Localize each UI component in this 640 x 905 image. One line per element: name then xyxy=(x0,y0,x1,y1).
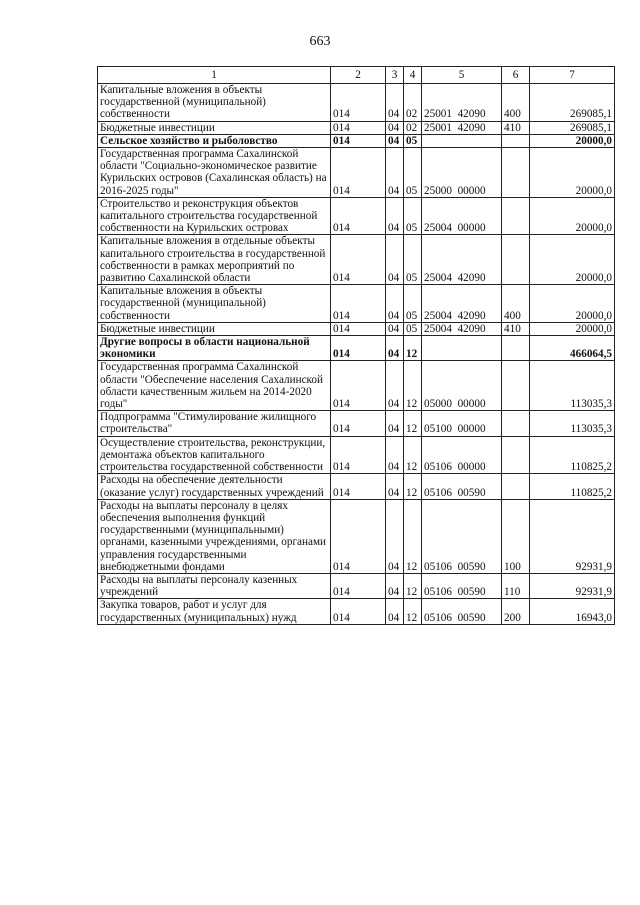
row-subsection: 12 xyxy=(404,599,422,624)
row-expense-type xyxy=(502,197,530,235)
row-subsection: 05 xyxy=(404,285,422,323)
row-name: Расходы на выплаты персоналу казенных учреждений xyxy=(98,573,331,598)
row-amount: 113035,3 xyxy=(530,411,615,436)
row-amount: 466064,5 xyxy=(530,336,615,361)
row-section: 04 xyxy=(386,573,404,598)
row-expense-type xyxy=(502,436,530,474)
table-row xyxy=(98,499,615,573)
row-target-code: 05100 00000 xyxy=(422,411,502,436)
row-amount: 269085,1 xyxy=(530,84,615,122)
row-name: Строительство и реконструкция объектов капитального строительства государственной собственности на Курильских островах xyxy=(98,197,331,235)
table-row xyxy=(98,197,615,235)
row-target-code xyxy=(422,336,502,361)
row-chapter: 014 xyxy=(331,121,386,134)
table-row xyxy=(98,599,615,624)
row-expense-type xyxy=(502,361,530,411)
row-target-code: 05106 00000 xyxy=(422,436,502,474)
row-expense-type: 100 xyxy=(502,499,530,573)
row-section: 04 xyxy=(386,285,404,323)
row-chapter: 014 xyxy=(331,84,386,122)
row-chapter: 014 xyxy=(331,573,386,598)
row-name: Осуществление строительства, реконструкции, демонтажа объектов капитального строительства государственной собственности xyxy=(98,436,331,474)
column-header-7: 7 xyxy=(530,67,615,84)
row-target-code: 25004 42090 xyxy=(422,322,502,335)
row-name: Капитальные вложения в объекты государственной (муниципальной) собственности xyxy=(98,285,331,323)
row-section: 04 xyxy=(386,322,404,335)
row-name: Закупка товаров, работ и услуг для государственных (муниципальных) нужд xyxy=(98,599,331,624)
row-subsection: 05 xyxy=(404,197,422,235)
row-section: 04 xyxy=(386,436,404,474)
row-expense-type: 410 xyxy=(502,121,530,134)
row-amount: 20000,0 xyxy=(530,197,615,235)
row-amount: 20000,0 xyxy=(530,235,615,285)
table-row xyxy=(98,134,615,147)
row-name: Другие вопросы в области национальной экономики xyxy=(98,336,331,361)
row-target-code: 05106 00590 xyxy=(422,474,502,499)
row-expense-type: 400 xyxy=(502,285,530,323)
row-section: 04 xyxy=(386,148,404,198)
row-subsection: 12 xyxy=(404,361,422,411)
row-chapter: 014 xyxy=(331,411,386,436)
row-amount: 16943,0 xyxy=(530,599,615,624)
row-amount: 20000,0 xyxy=(530,285,615,323)
row-expense-type xyxy=(502,411,530,436)
row-chapter: 014 xyxy=(331,322,386,335)
table-body xyxy=(98,84,615,625)
table-row xyxy=(98,436,615,474)
row-target-code: 25004 42090 xyxy=(422,285,502,323)
row-amount: 92931,9 xyxy=(530,499,615,573)
row-subsection: 12 xyxy=(404,499,422,573)
row-expense-type: 110 xyxy=(502,573,530,598)
row-section: 04 xyxy=(386,411,404,436)
row-expense-type: 200 xyxy=(502,599,530,624)
row-subsection: 12 xyxy=(404,336,422,361)
table-row xyxy=(98,148,615,198)
row-target-code: 25000 00000 xyxy=(422,148,502,198)
row-target-code: 25001 42090 xyxy=(422,84,502,122)
row-amount: 110825,2 xyxy=(530,474,615,499)
table-row xyxy=(98,411,615,436)
row-subsection: 05 xyxy=(404,134,422,147)
row-expense-type: 410 xyxy=(502,322,530,335)
row-target-code xyxy=(422,134,502,147)
row-subsection: 05 xyxy=(404,235,422,285)
row-section: 04 xyxy=(386,197,404,235)
table-row xyxy=(98,474,615,499)
row-subsection: 05 xyxy=(404,148,422,198)
column-header-1: 1 xyxy=(98,67,331,84)
page-number: 663 xyxy=(309,34,331,49)
row-target-code: 05000 00000 xyxy=(422,361,502,411)
row-name: Расходы на обеспечение деятельности (оказание услуг) государственных учреждений xyxy=(98,474,331,499)
row-chapter: 014 xyxy=(331,235,386,285)
row-target-code: 25001 42090 xyxy=(422,121,502,134)
row-section: 04 xyxy=(386,121,404,134)
row-name: Сельское хозяйство и рыболовство xyxy=(98,134,331,147)
row-expense-type xyxy=(502,148,530,198)
row-section: 04 xyxy=(386,361,404,411)
row-chapter: 014 xyxy=(331,499,386,573)
row-name: Государственная программа Сахалинской области "Обеспечение населения Сахалинской области качественным жильем на 2014-2020 годы" xyxy=(98,361,331,411)
row-section: 04 xyxy=(386,134,404,147)
row-subsection: 12 xyxy=(404,411,422,436)
row-expense-type xyxy=(502,474,530,499)
row-target-code: 05106 00590 xyxy=(422,499,502,573)
row-name: Бюджетные инвестиции xyxy=(98,322,331,335)
row-expense-type xyxy=(502,134,530,147)
row-amount: 20000,0 xyxy=(530,322,615,335)
row-chapter: 014 xyxy=(331,148,386,198)
row-target-code: 25004 42090 xyxy=(422,235,502,285)
row-chapter: 014 xyxy=(331,436,386,474)
table-header-row xyxy=(98,67,615,84)
table-row xyxy=(98,573,615,598)
table-row xyxy=(98,285,615,323)
row-amount: 269085,1 xyxy=(530,121,615,134)
row-subsection: 12 xyxy=(404,573,422,598)
budget-table xyxy=(97,66,615,625)
row-target-code: 05106 00590 xyxy=(422,599,502,624)
row-section: 04 xyxy=(386,235,404,285)
row-subsection: 12 xyxy=(404,474,422,499)
column-header-5: 5 xyxy=(422,67,502,84)
row-section: 04 xyxy=(386,84,404,122)
row-expense-type: 400 xyxy=(502,84,530,122)
row-expense-type xyxy=(502,235,530,285)
row-chapter: 014 xyxy=(331,336,386,361)
row-subsection: 05 xyxy=(404,322,422,335)
row-name: Капитальные вложения в отдельные объекты капитального строительства в государственной собственности в рамках мероприятий по развитию Сахалинской области xyxy=(98,235,331,285)
row-amount: 113035,3 xyxy=(530,361,615,411)
row-section: 04 xyxy=(386,599,404,624)
column-header-4: 4 xyxy=(404,67,422,84)
row-amount: 20000,0 xyxy=(530,148,615,198)
row-target-code: 05106 00590 xyxy=(422,573,502,598)
table-row xyxy=(98,121,615,134)
row-chapter: 014 xyxy=(331,599,386,624)
row-name: Бюджетные инвестиции xyxy=(98,121,331,134)
row-target-code: 25004 00000 xyxy=(422,197,502,235)
row-chapter: 014 xyxy=(331,285,386,323)
row-chapter: 014 xyxy=(331,134,386,147)
row-subsection: 02 xyxy=(404,84,422,122)
row-subsection: 02 xyxy=(404,121,422,134)
table-row xyxy=(98,336,615,361)
row-section: 04 xyxy=(386,499,404,573)
column-header-2: 2 xyxy=(331,67,386,84)
row-name: Подпрограмма "Стимулирование жилищного строительства" xyxy=(98,411,331,436)
table-row xyxy=(98,84,615,122)
table-row xyxy=(98,235,615,285)
row-chapter: 014 xyxy=(331,474,386,499)
row-name: Капитальные вложения в объекты государственной (муниципальной) собственности xyxy=(98,84,331,122)
row-chapter: 014 xyxy=(331,361,386,411)
row-subsection: 12 xyxy=(404,436,422,474)
row-name: Государственная программа Сахалинской области "Социально-экономическое развитие Курильских островов (Сахалинская область) на 2016-2025 годы" xyxy=(98,148,331,198)
table-row xyxy=(98,361,615,411)
row-expense-type xyxy=(502,336,530,361)
column-header-3: 3 xyxy=(386,67,404,84)
row-chapter: 014 xyxy=(331,197,386,235)
row-section: 04 xyxy=(386,336,404,361)
row-amount: 110825,2 xyxy=(530,436,615,474)
table-row xyxy=(98,322,615,335)
row-amount: 92931,9 xyxy=(530,573,615,598)
row-amount: 20000,0 xyxy=(530,134,615,147)
row-name: Расходы на выплаты персоналу в целях обеспечения выполнения функций государственными (муниципальными) органами, казенными учреждениями, органами управления государственными внебюджетными фондами xyxy=(98,499,331,573)
column-header-6: 6 xyxy=(502,67,530,84)
row-section: 04 xyxy=(386,474,404,499)
